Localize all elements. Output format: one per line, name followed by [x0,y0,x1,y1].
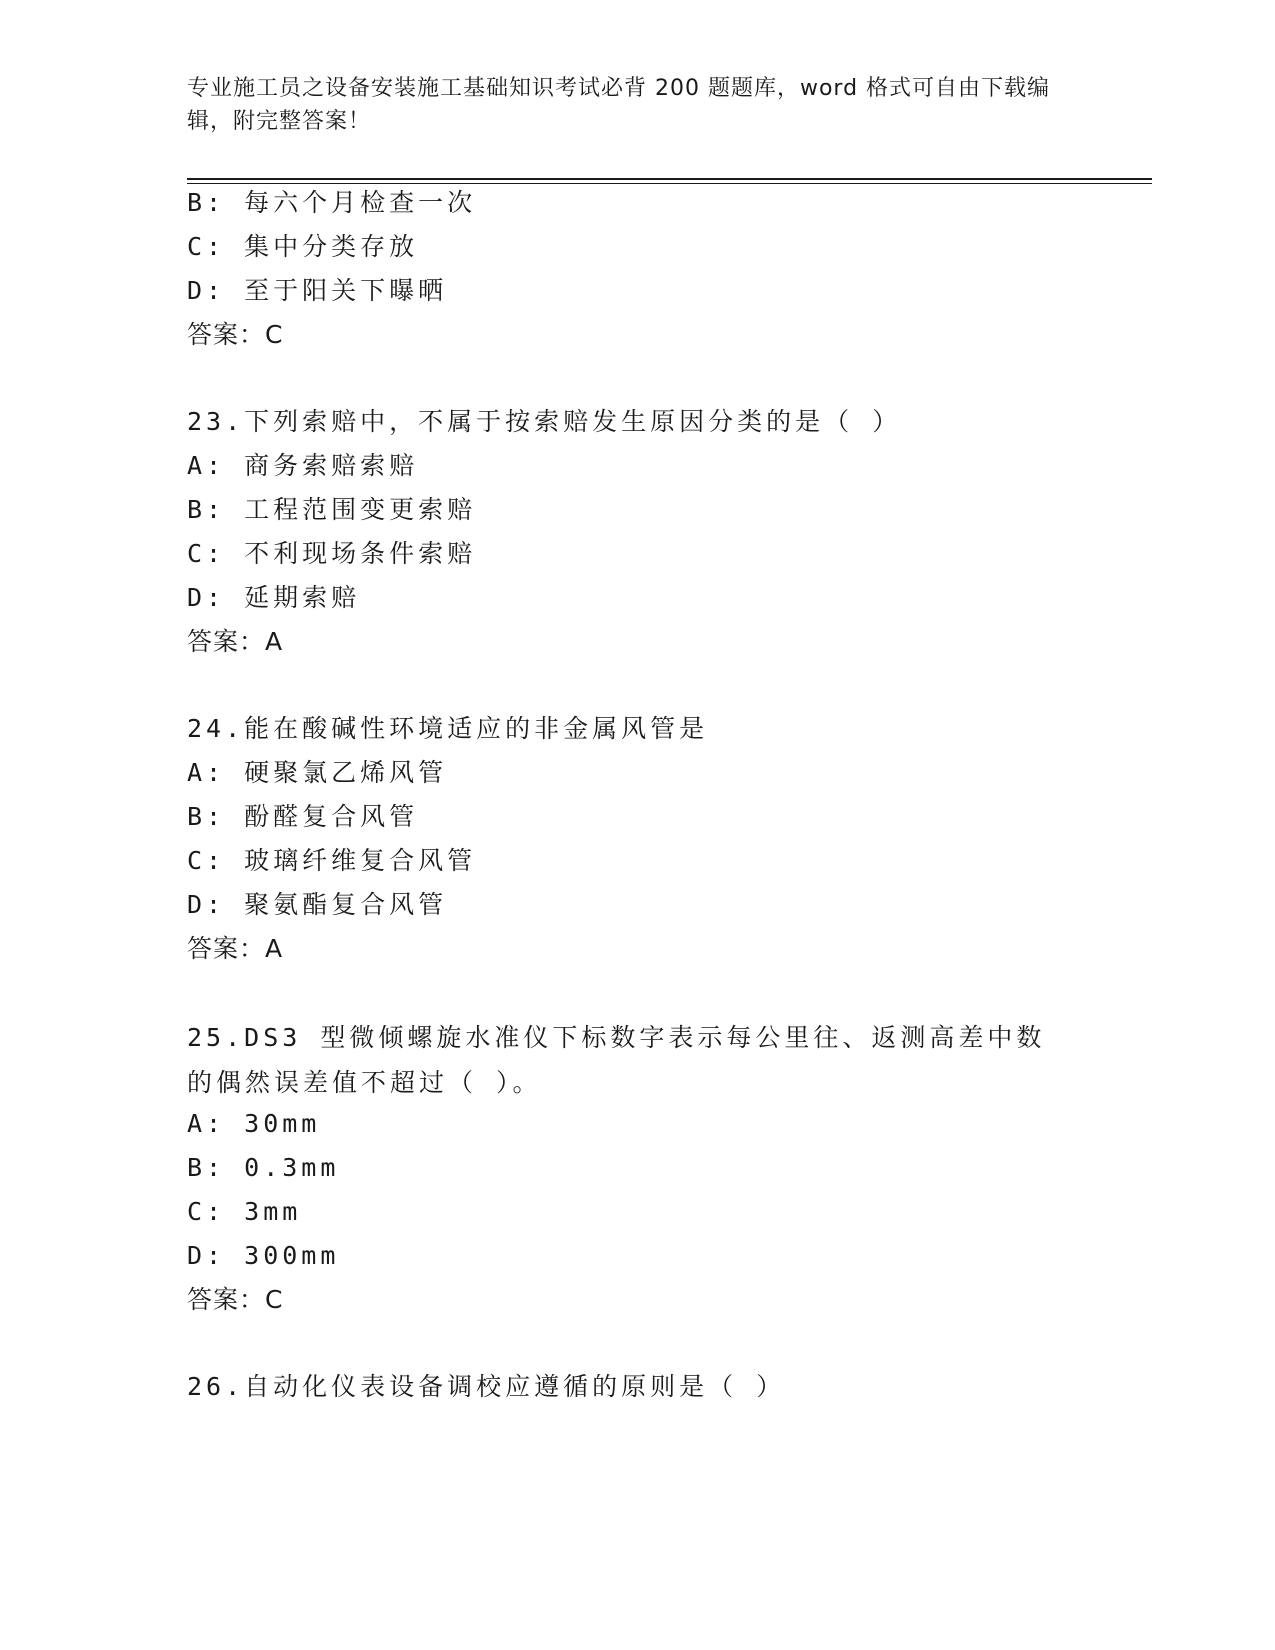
question-stem: 26.自动化仪表设备调校应遵循的原则是（ ） [187,1372,786,1401]
option-a: A: 硬聚氯乙烯风管 [187,758,448,787]
question-stem: 25.DS3 型微倾螺旋水准仪下标数字表示每公里往、返测高差中数的偶然误差值不超过（ ）。 [187,1023,1046,1097]
answer: 答案：C [187,1285,284,1314]
option-d: D: 至于阳关下曝晒 [187,276,448,305]
question-stem: 23.下列索赔中，不属于按索赔发生原因分类的是（ ） [187,407,902,436]
option-a: A: 30mm [187,1109,321,1138]
option-c: C: 集中分类存放 [187,232,419,261]
option-c: C: 玻璃纤维复合风管 [187,846,477,875]
answer: 答案：C [187,320,284,349]
question-stem: 24.能在酸碱性环境适应的非金属风管是 [187,714,709,743]
option-d: D: 延期索赔 [187,583,361,612]
option-b: B: 0.3mm [187,1153,340,1182]
option-d: D: 聚氨酯复合风管 [187,890,448,919]
document-header: 专业施工员之设备安装施工基础知识考试必背 200 题题库，word 格式可自由下载编辑，附完整答案！ [187,76,1051,134]
header-rule-thin [187,183,1152,184]
header-rule-thick [187,178,1152,180]
option-a: A: 商务索赔索赔 [187,451,419,480]
answer: 答案：A [187,627,284,656]
option-b: B: 每六个月检查一次 [187,188,477,217]
option-b: B: 酚醛复合风管 [187,802,419,831]
option-b: B: 工程范围变更索赔 [187,495,477,524]
option-c: C: 不利现场条件索赔 [187,539,477,568]
answer: 答案：A [187,934,284,963]
option-d: D: 300mm [187,1241,340,1270]
option-c: C: 3mm [187,1197,302,1226]
